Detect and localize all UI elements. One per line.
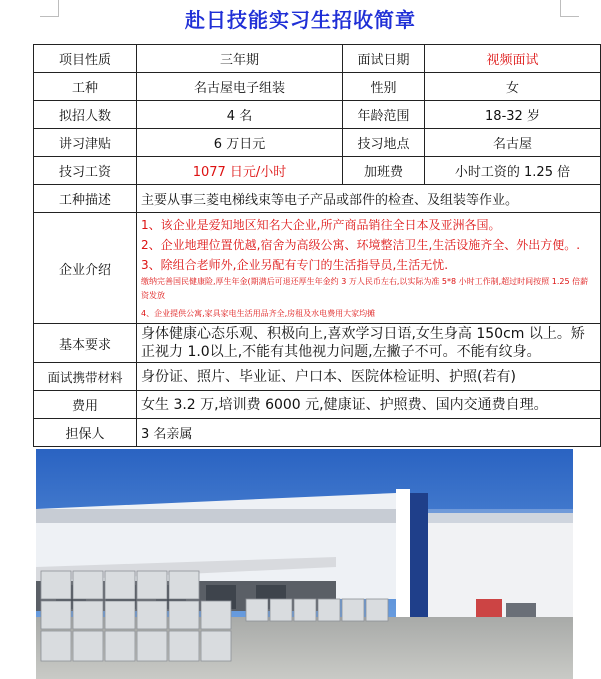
guarantor-label: 担保人 — [34, 419, 137, 447]
factory-photo — [36, 449, 573, 679]
company-intro-line: 2、企业地理位置优越,宿舍为高级公寓、环境整洁卫生,生活设施齐全、外出方便。. — [141, 238, 581, 252]
table-row — [34, 324, 601, 363]
company-intro-line: 1、该企业是爱知地区知名大企业,所产商品销往全日本及亚洲各国。 — [141, 218, 501, 232]
company-intro-note: 缴纳完善国民健康险,厚生年金(期满后可退还厚生年金约 3 万人民币左右,以实际为准 5*8 小时工作制,超过时间按照 1.25 倍薪资发放 — [141, 277, 589, 300]
table-row — [34, 185, 601, 213]
table-row — [34, 363, 601, 391]
headcount-label: 拟招人数 — [34, 101, 137, 129]
recruitment-table — [33, 44, 601, 447]
age-range-label: 年龄范围 — [343, 101, 425, 129]
project-type-label: 项目性质 — [34, 45, 137, 73]
job-type-label: 工种 — [34, 73, 137, 101]
company-intro — [137, 213, 601, 324]
interview-date-label: 面试日期 — [343, 45, 425, 73]
table-row — [34, 419, 601, 447]
location-value: 名古屋 — [425, 129, 601, 157]
table-row — [34, 391, 601, 419]
company-intro-line: 3、除组合老师外,企业另配有专门的生活指导员,生活无忧. — [141, 258, 449, 272]
interview-date-value: 视频面试 — [425, 45, 601, 73]
materials-label: 面试携带材料 — [34, 363, 137, 391]
materials-value: 身份证、照片、毕业证、户口本、医院体检证明、护照(若有) — [137, 363, 601, 391]
company-label: 企业介绍 — [34, 213, 137, 324]
gender-label: 性别 — [343, 73, 425, 101]
company-intro-note: 4、企业提供公寓,家具家电生活用品齐全,房租及水电费用大家均摊 — [141, 309, 376, 318]
basic-req-value: 身体健康心态乐观、积极向上,喜欢学习日语,女生身高 150cm 以上。矫正视力 1.0以上,不能有其他视力问题,左撇子不可。不能有纹身。 — [137, 324, 601, 363]
job-desc-value: 主要从事三菱电梯线束等电子产品或部件的检查、及组装等作业。 — [137, 185, 601, 213]
headcount-value: 4 名 — [137, 101, 343, 129]
table-row — [34, 157, 601, 185]
allowance-label: 讲习津贴 — [34, 129, 137, 157]
overtime-value: 小时工资的 1.25 倍 — [425, 157, 601, 185]
fee-label: 费用 — [34, 391, 137, 419]
table-row — [34, 129, 601, 157]
wage-value: 1077 日元/小时 — [137, 157, 343, 185]
guarantor-value: 3 名亲属 — [137, 419, 601, 447]
table-row — [34, 101, 601, 129]
project-type-value: 三年期 — [137, 45, 343, 73]
page-title: 赴日技能实习生招收简章 — [185, 8, 416, 32]
job-desc-label: 工种描述 — [34, 185, 137, 213]
basic-req-label: 基本要求 — [34, 324, 137, 363]
table-row — [34, 45, 601, 73]
allowance-value: 6 万日元 — [137, 129, 343, 157]
table-row — [34, 73, 601, 101]
age-range-value: 18-32 岁 — [425, 101, 601, 129]
gender-value: 女 — [425, 73, 601, 101]
table-row — [34, 213, 601, 324]
location-label: 技习地点 — [343, 129, 425, 157]
wage-label: 技习工资 — [34, 157, 137, 185]
job-type-value: 名古屋电子组装 — [137, 73, 343, 101]
overtime-label: 加班费 — [343, 157, 425, 185]
fee-value: 女生 3.2 万,培训费 6000 元,健康证、护照费、国内交通费自理。 — [137, 391, 601, 419]
